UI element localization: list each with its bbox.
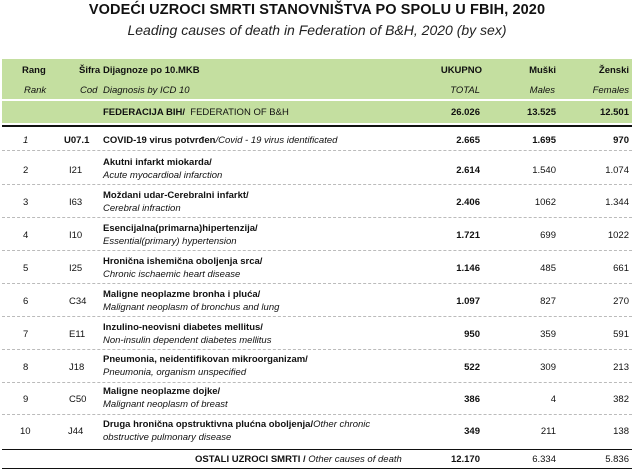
row-rank: 7 [23,329,29,340]
row-total: 2.406 [456,197,480,208]
row-male: 4 [550,394,556,405]
federation-label-bs: FEDERACIJA BIH/ [103,107,185,118]
row-male: 309 [540,362,556,373]
other-male: 6.334 [532,454,556,465]
row-male: 1062 [534,197,556,208]
row-name [103,255,433,281]
row-rank: 10 [20,426,31,437]
row-name-bs: Inzulino-neovisni diabetes mellitus/ [103,322,263,333]
row-name-en: Acute myocardioal infarction [103,170,223,181]
row-code: I10 [69,230,83,241]
header-rank-en: Rank [24,85,47,96]
row-name [103,418,433,444]
row-rank: 3 [23,197,29,208]
row-divider [2,283,632,284]
federation-male: 13.525 [526,107,556,118]
row-male: 359 [540,329,556,340]
page-title: VODEĆI UZROCI SMRTI STANOVNIŠTVA PO SPOLU U FBIH, 2020 [88,2,546,18]
row-total: 349 [464,426,480,437]
row-name [103,321,433,347]
row-code: I63 [69,197,83,208]
federation-label [103,107,289,118]
row-name-en: Malignant neoplasm of bronchus and lung [103,302,280,313]
row-male: 1.695 [532,135,556,146]
row-name [103,156,433,182]
other-label [195,454,402,465]
row-code: C50 [69,394,87,405]
row-name-bs: Hronična ishemična oboljenja srca/ [103,256,263,267]
row-female: 1022 [607,230,629,241]
row-female: 591 [613,329,629,340]
row-code: E11 [69,329,86,340]
row-divider [2,414,632,415]
row-female: 970 [613,135,629,146]
row-male: 699 [540,230,556,241]
row-rank: 1 [23,135,29,146]
row-rank: 4 [23,230,29,241]
row-code: I21 [69,165,83,176]
row-name-en: Pneumonia, organism unspecified [103,367,247,378]
row-divider [2,217,632,218]
other-divider-top [2,449,632,450]
row-name-bs: Moždani udar-Cerebralni infarkt/ [103,190,249,201]
header-male: Muški [529,65,556,76]
row-rank: 8 [23,362,29,373]
row-name-bs: COVID-19 virus potvrđen [103,135,216,146]
row-name-en: Chronic ischaemic heart disease [103,269,241,280]
row-name-en: Cerebral infraction [103,203,181,214]
row-total: 950 [464,329,480,340]
row-male: 827 [540,296,556,307]
row-total: 386 [464,394,480,405]
row-code: J44 [68,426,84,437]
row-divider [2,150,632,151]
row-name [103,189,433,215]
other-total: 12.170 [450,454,480,465]
row-name-en: Non-insulin dependent diabetes mellitus [103,335,272,346]
row-male: 1.540 [532,165,556,176]
row-female: 1.074 [605,165,629,176]
row-rank: 6 [23,296,29,307]
row-female: 382 [613,394,629,405]
row-divider [2,382,632,383]
row-name [103,385,433,411]
row-name [103,353,433,379]
row-female: 1.344 [605,197,629,208]
row-total: 1.146 [456,263,480,274]
row-name-en: obstructive pulmonary disease [103,432,232,443]
row-female: 138 [613,426,629,437]
row-divider [2,316,632,317]
header-code: Šifra [79,65,101,76]
row-name-en: Essential(primary) hypertension [103,236,237,247]
header-code-en: Cod [80,85,98,96]
row-code: J18 [69,362,85,373]
other-female: 5.836 [605,454,629,465]
row-rank: 2 [23,165,29,176]
row-name-bs: Maligne neoplazme bronha i pluća/ [103,289,261,300]
row-rank: 5 [23,263,29,274]
row-divider [2,184,632,185]
header-rank: Rang [22,65,46,76]
row-name-bs: Akutni infarkt miokarda/ [103,157,212,168]
row-female: 213 [613,362,629,373]
header-divider [2,125,632,127]
row-total: 2.665 [456,135,480,146]
federation-female: 12.501 [599,107,629,118]
row-total: 522 [464,362,480,373]
federation-total: 26.026 [450,107,480,118]
other-label-bs: OSTALI UZROCI SMRTI / [195,454,306,465]
row-name [103,135,337,146]
row-name [103,288,433,314]
federation-label-en: FEDERATION OF B&H [190,107,289,118]
other-label-en: Other causes of death [305,454,402,465]
header-total: UKUPNO [440,65,482,76]
row-total: 1.097 [456,296,480,307]
row-male: 485 [540,263,556,274]
row-female: 270 [613,296,629,307]
row-rank: 9 [23,394,29,405]
row-code: C34 [69,296,87,307]
row-name-en-inline: Other chronic [313,419,371,430]
row-name [103,222,433,248]
page-subtitle: Leading causes of death in Federation of B&H, 2020 (by sex) [127,22,507,38]
header-diagnosis-en: Diagnosis by ICD 10 [103,85,190,96]
header-female: Ženski [598,65,629,76]
row-name-bs: Esencijalna(primarna)hipertenzija/ [103,223,258,234]
row-total: 1.721 [456,230,480,241]
header-female-en: Females [592,85,629,96]
table-bottom-border [2,468,632,469]
row-name-en: /Covid - 19 virus identificated [215,135,338,146]
row-divider [2,349,632,350]
row-code: U07.1 [64,135,90,146]
row-male: 211 [540,426,556,437]
row-name-bs: Pneumonia, neidentifikovan mikroorganizam/ [103,354,308,365]
header-total-en: TOTAL [450,85,480,96]
row-divider [2,250,632,251]
row-name-bs: Maligne neoplazme dojke/ [103,386,221,397]
header-diagnosis: Dijagnoze po 10.MKB [103,65,200,76]
row-code: I25 [69,263,83,274]
row-name-en: Malignant neoplasm of breast [103,399,228,410]
row-name-bs: Druga hronična opstruktivna plućna oboljenja/ [103,419,314,430]
header-male-en: Males [529,85,555,96]
row-female: 661 [613,263,629,274]
row-total: 2.614 [456,165,480,176]
